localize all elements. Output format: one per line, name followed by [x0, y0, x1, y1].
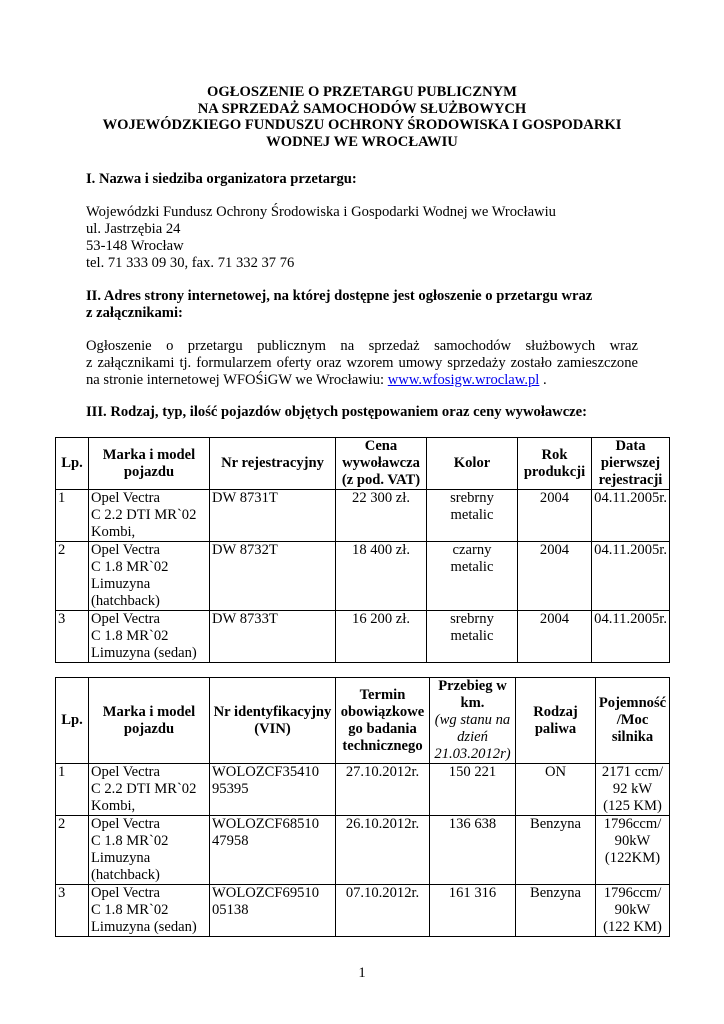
model-line: Opel Vectra: [91, 885, 161, 901]
table1-header-color: Kolor: [427, 438, 518, 490]
table1-header-year: Rok produkcji: [518, 438, 592, 490]
section-2-text-line-3-wrap: [86, 372, 638, 389]
section-2-text-line-2: z załącznikami tj. formularzem oferty oraz wzorem umowy sprzedaży zostało zamieszczone: [86, 355, 638, 371]
table2-header-inspection: Termin obowiązkowe go badania technicznego: [336, 678, 430, 764]
lp-cell: 2: [56, 816, 89, 885]
fuel-cell: Benzyna: [516, 885, 596, 937]
section-2-text-end: .: [539, 372, 547, 388]
table2-header-fuel: Rodzaj paliwa: [516, 678, 596, 764]
model-cell: [89, 611, 210, 663]
model-line: (hatchback): [91, 867, 160, 883]
year-cell: 2004: [518, 490, 592, 542]
date-cell: 04.11.2005r.: [592, 542, 670, 611]
vin-cell: [210, 816, 336, 885]
year-cell: 2004: [518, 542, 592, 611]
model-line: Opel Vectra: [91, 542, 161, 558]
table2-header-vin: Nr identyfikacyjny (VIN): [210, 678, 336, 764]
engine-line: 92 kW: [612, 781, 653, 797]
vin-line: 05138: [212, 902, 249, 918]
model-line: Limuzyna (sedan): [91, 645, 197, 661]
title-line-4: WODNEJ WE WROCŁAWIU: [266, 133, 458, 150]
inspection-cell: 07.10.2012r.: [336, 885, 430, 937]
price-cell: 16 200 zł.: [336, 611, 427, 663]
model-line: Kombi,: [91, 798, 136, 814]
table-row: [56, 764, 670, 816]
section-1-heading: I. Nazwa i siedziba organizatora przetargu:: [86, 171, 357, 187]
lp-cell: 3: [56, 885, 89, 937]
website-link[interactable]: www.wfosigw.wroclaw.pl: [387, 372, 540, 388]
table1-header-reg: Nr rejestracyjny: [210, 438, 336, 490]
section-2-paragraph: [86, 338, 638, 389]
vehicles-details-table: [55, 677, 670, 937]
color-line: metalic: [450, 559, 494, 575]
lp-cell: 1: [56, 490, 89, 542]
color-cell: [427, 490, 518, 542]
engine-line: 1796ccm/: [603, 885, 662, 901]
engine-line: 2171 ccm/: [601, 764, 664, 780]
lp-cell: 1: [56, 764, 89, 816]
model-line: (hatchback): [91, 593, 160, 609]
table1-header-row: [56, 438, 670, 490]
table1-header-lp: Lp.: [56, 438, 89, 490]
model-line: C 1.8 MR`02: [91, 559, 169, 575]
table1-header-date: Data pierwszej rejestracji: [592, 438, 670, 490]
section-2-heading-line-1: II. Adres strony internetowej, na której dostępne jest ogłoszenie o przetargu wraz: [86, 288, 593, 304]
table-row: [56, 542, 670, 611]
engine-line: 1796ccm/: [603, 816, 662, 832]
organizer-name: Wojewódzki Fundusz Ochrony Środowiska i Gospodarki Wodnej we Wrocławiu: [86, 204, 556, 220]
model-cell: [89, 885, 210, 937]
color-line: srebrny: [450, 490, 494, 506]
model-line: Kombi,: [91, 524, 136, 540]
organizer-phone: tel. 71 333 09 30, fax. 71 332 37 76: [86, 255, 295, 271]
engine-line: 90kW: [614, 833, 651, 849]
engine-line: (122 KM): [603, 919, 662, 935]
mileage-cell: 161 316: [430, 885, 516, 937]
vin-line: WOLOZCF69510: [212, 885, 320, 901]
table1-header-price: Cena wywoławcza (z pod. VAT): [336, 438, 427, 490]
vin-line: WOLOZCF68510: [212, 816, 320, 832]
model-line: Opel Vectra: [91, 490, 161, 506]
section-2-heading-line-2: z załącznikami:: [86, 305, 183, 321]
model-line: C 2.2 DTI MR`02: [91, 507, 197, 523]
engine-line: 90kW: [614, 902, 651, 918]
color-cell: [427, 611, 518, 663]
engine-cell: [596, 816, 670, 885]
color-line: czarny: [452, 542, 492, 558]
vin-line: 95395: [212, 781, 249, 797]
model-line: Limuzyna (sedan): [91, 919, 197, 935]
model-line: C 1.8 MR`02: [91, 833, 169, 849]
vin-cell: [210, 764, 336, 816]
table-row: [56, 816, 670, 885]
reg-cell: DW 8733T: [210, 611, 336, 663]
model-line: C 1.8 MR`02: [91, 628, 169, 644]
vehicles-price-table: [55, 437, 670, 663]
color-cell: [427, 542, 518, 611]
vin-line: WOLOZCF35410: [212, 764, 320, 780]
price-cell: 22 300 zł.: [336, 490, 427, 542]
section-2-text-line-3: na stronie internetowej WFOŚiGW we Wrocławiu:: [86, 372, 388, 388]
inspection-cell: 26.10.2012r.: [336, 816, 430, 885]
lp-cell: 2: [56, 542, 89, 611]
model-cell: [89, 816, 210, 885]
color-line: metalic: [450, 628, 494, 644]
model-line: Opel Vectra: [91, 611, 161, 627]
model-cell: [89, 490, 210, 542]
vin-cell: [210, 885, 336, 937]
model-cell: [89, 764, 210, 816]
table2-header-lp: Lp.: [56, 678, 89, 764]
engine-line: (122KM): [604, 850, 661, 866]
color-line: metalic: [450, 507, 494, 523]
table1-header-model: Marka i model pojazdu: [89, 438, 210, 490]
model-line: Opel Vectra: [91, 816, 161, 832]
inspection-cell: 27.10.2012r.: [336, 764, 430, 816]
section-2-text-line-1: Ogłoszenie o przetargu publicznym na sprzedaż samochodów służbowych wraz: [86, 338, 638, 354]
table2-header-engine: Pojemność /Moc silnika: [596, 678, 670, 764]
model-line: C 1.8 MR`02: [91, 902, 169, 918]
table2-header-model: Marka i model pojazdu: [89, 678, 210, 764]
fuel-cell: Benzyna: [516, 816, 596, 885]
table-row: [56, 490, 670, 542]
mileage-header-note: (wg stanu na dzień 21.03.2012r): [434, 712, 511, 762]
year-cell: 2004: [518, 611, 592, 663]
price-cell: 18 400 zł.: [336, 542, 427, 611]
section-3-heading: III. Rodzaj, typ, ilość pojazdów objętych postępowaniem oraz ceny wywoławcze:: [86, 404, 587, 420]
model-line: Limuzyna: [91, 850, 151, 866]
engine-cell: [596, 764, 670, 816]
vin-line: 47958: [212, 833, 249, 849]
title-line-2: NA SPRZEDAŻ SAMOCHODÓW SŁUŻBOWYCH: [197, 100, 527, 117]
color-line: srebrny: [450, 611, 494, 627]
organizer-city: 53-148 Wrocław: [86, 238, 184, 254]
model-line: C 2.2 DTI MR`02: [91, 781, 197, 797]
model-line: Limuzyna: [91, 576, 151, 592]
mileage-cell: 136 638: [430, 816, 516, 885]
document-title: [60, 84, 664, 150]
reg-cell: DW 8732T: [210, 542, 336, 611]
page-number: 1: [358, 965, 366, 981]
date-cell: 04.11.2005r.: [592, 611, 670, 663]
reg-cell: DW 8731T: [210, 490, 336, 542]
table2-header-row: [56, 678, 670, 764]
engine-line: (125 KM): [603, 798, 662, 814]
mileage-cell: 150 221: [430, 764, 516, 816]
model-line: Opel Vectra: [91, 764, 161, 780]
model-cell: [89, 542, 210, 611]
table2-header-mileage: [430, 678, 516, 764]
table-row: [56, 885, 670, 937]
lp-cell: 3: [56, 611, 89, 663]
engine-cell: [596, 885, 670, 937]
title-line-1: OGŁOSZENIE O PRZETARGU PUBLICZNYM: [207, 84, 517, 100]
fuel-cell: ON: [516, 764, 596, 816]
date-cell: 04.11.2005r.: [592, 490, 670, 542]
organizer-street: ul. Jastrzębia 24: [86, 221, 181, 237]
table-row: [56, 611, 670, 663]
title-line-3: WOJEWÓDZKIEGO FUNDUSZU OCHRONY ŚRODOWISKA I GOSPODARKI: [102, 117, 622, 133]
mileage-header-label: Przebieg w km.: [438, 678, 507, 711]
